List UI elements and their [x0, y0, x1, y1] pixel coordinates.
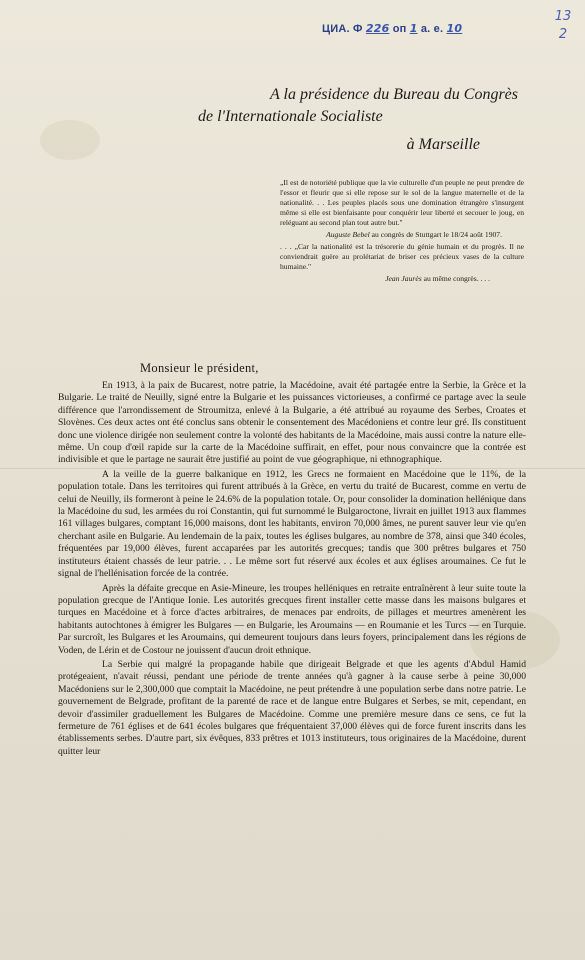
page-number-marks: [551, 8, 575, 48]
paper-stain: [40, 120, 100, 160]
epigraph-attribution-bebel: [280, 230, 502, 240]
stamp-fond: 226: [365, 22, 390, 35]
address-block: [198, 84, 538, 156]
attribution-name: Jean Jaurès: [385, 274, 422, 283]
attribution-rest: au congrès de Stuttgart le 18/24 août 1907.: [369, 230, 502, 239]
letter-body: [58, 380, 526, 760]
attribution-name: Auguste Bebel: [326, 230, 370, 239]
epigraph-quote-jaures: . . . „Car la nationalité est la trésorerie du génie humain et du progrès. Il ne conviendrait guère au prolétariat de briser ces précieux vases de la culture humaine.": [280, 242, 524, 271]
paragraph-3: Après la défaite grecque en Asie-Mineure, les troupes helléniques en retraite entraînèrent à leur suite toute la population grecque de l'Antique Ionie. Les autorités grecques firent installer cette masse dans les maisons bulgares et turques en Macédoine et à force d'actes arbitraires, de menaces par endroits, de pillages et meurtres amenèrent les habitants autochtones à émigrer les Bulgares — en Bulgarie, les Aroumains — en Roumanie et les Turcs — en Turquie. Par surcroît, les Bulgares et les Aroumains, qui demeurent toujours dans leurs foyers, principalement dans les régions de Voden, de Lérin et de Costour ne jouissent d'aucun droit ethnique.: [58, 582, 526, 656]
epigraph-attribution-jaures: [280, 274, 490, 284]
stamp-ae: 10: [446, 22, 463, 35]
corner-mark-bottom: 2: [558, 27, 568, 42]
paragraph-4: La Serbie qui malgré la propagande habile que dirigeait Belgrade et que les agents d'Abdul Hamid protégeaient, n'avait réussi, pendant une période de trente années qu'à gagner à la cause serbe à peine 30,000 Macédoniens sur le 2,300,000 que comptait la Macédoine, ne peut prétendre à une population serbe dans notre patrie. Le gouvernement de Belgrade, profitant de la parenté de race et de langue entre Bulgares et Serbes, se mit, cependant, en devoir d'assimiler graduellement les Bulgares de Macédoine. Comme une première mesure dans ce sens, ce fut la fermeture de 761 églises et de 641 écoles bulgares que fréquentaient 37,000 élèves qui de force furent inscrits dans les établissements serbes. D'autre part, six évêques, 833 prêtres et 1013 instituteurs, tous originaires de la Macédoine, durent quitter leur: [58, 658, 526, 757]
epigraph: [280, 178, 524, 284]
salutation: Monsieur le président,: [140, 361, 259, 375]
address-line-1: A la présidence du Bureau du Congrès: [270, 86, 518, 103]
stamp-opis-label: оп: [392, 23, 407, 35]
address-line-2: de l'Internationale Socialiste: [198, 108, 383, 125]
stamp-prefix: ЦИА. Ф: [322, 23, 363, 35]
corner-mark-top: 13: [554, 9, 572, 24]
stamp-ae-label: а. е.: [420, 23, 444, 35]
address-line-3: à Marseille: [406, 136, 480, 153]
paragraph-1: En 1913, à la paix de Bucarest, notre patrie, la Macédoine, avait été partagée entre la Serbie, la Grèce et la Bulgarie. Le traité de Neuilly, signé entre la Bulgarie et les puissances victorieuses, a confirmé ce partage avec la seule différence que l'arrondissement de Stroumitza, enlevé à la Bulgarie, a été attribué au royaume des Serbes, Croates et Slovènes. Ces deux actes ont été conclus sans obtenir le consentement des Macédoniens et contre leur gré. Ils constituent donc une violence dirigée non seulement contre la volonté des habitants de la Macédoine, mais aussi contre la nature elle-même. Un coup d'œil rapide sur la carte de la Macédoine suffirait, en effet, pour nous convaincre que la contrée est indivisible et que le partage ne saurait être justifié au point de vue géographique, ni ethnographique.: [58, 380, 526, 466]
archive-stamp: [322, 22, 462, 35]
epigraph-quote-bebel: „Il est de notoriété publique que la vie culturelle d'un peuple ne peut prendre de l'essor et fleurir que si elle repose sur le sol de la langue maternelle et de la nationalité. . . Les peuples placés sous une domination étrangère s'insurgent même si elle est bienfaisante pour conquérir leur liberté et secouer le joug, en reléguant au second plan tout autre but.": [280, 178, 524, 227]
stamp-opis: 1: [409, 22, 418, 35]
attribution-rest: au même congrès. . . .: [421, 274, 490, 283]
paragraph-2: A la veille de la guerre balkanique en 1912, les Grecs ne formaient en Macédoine que le 11%, de la population totale. Dans les territoires qui furent attribués à la Grèce, en vertu du traité de Bucarest, comme en vertu de celui de Neuilly, ils formeront à peine le 24.6% de la population totale. Or, pour consolider la domination hellénique dans la Macédoine du sud, les armées du roi Constantin, qui fut surnommé le Bulgaroctone, livrait en juillet 1913 aux flammes 161 villages bulgares, comptant 16,000 maisons, dont les habitants, environ 70,000 âmes, ne purent sauver leur vie qu'en cherchant asile en Bulgarie. Au lendemain de la paix, toutes les églises bulgares, au nombre de 378, ainsi que 340 écoles, fréquentées par 19,000 élèves, furent accaparées par les autorités grecques; tandis que 300 prêtres bulgares et 750 instituteurs étaient chassés de leur patrie. . . Le même sort fut réservé aux écoles et aux églises aroumaines. Ce fut le signal de l'hellénisation forcée de la contrée.: [58, 468, 526, 580]
